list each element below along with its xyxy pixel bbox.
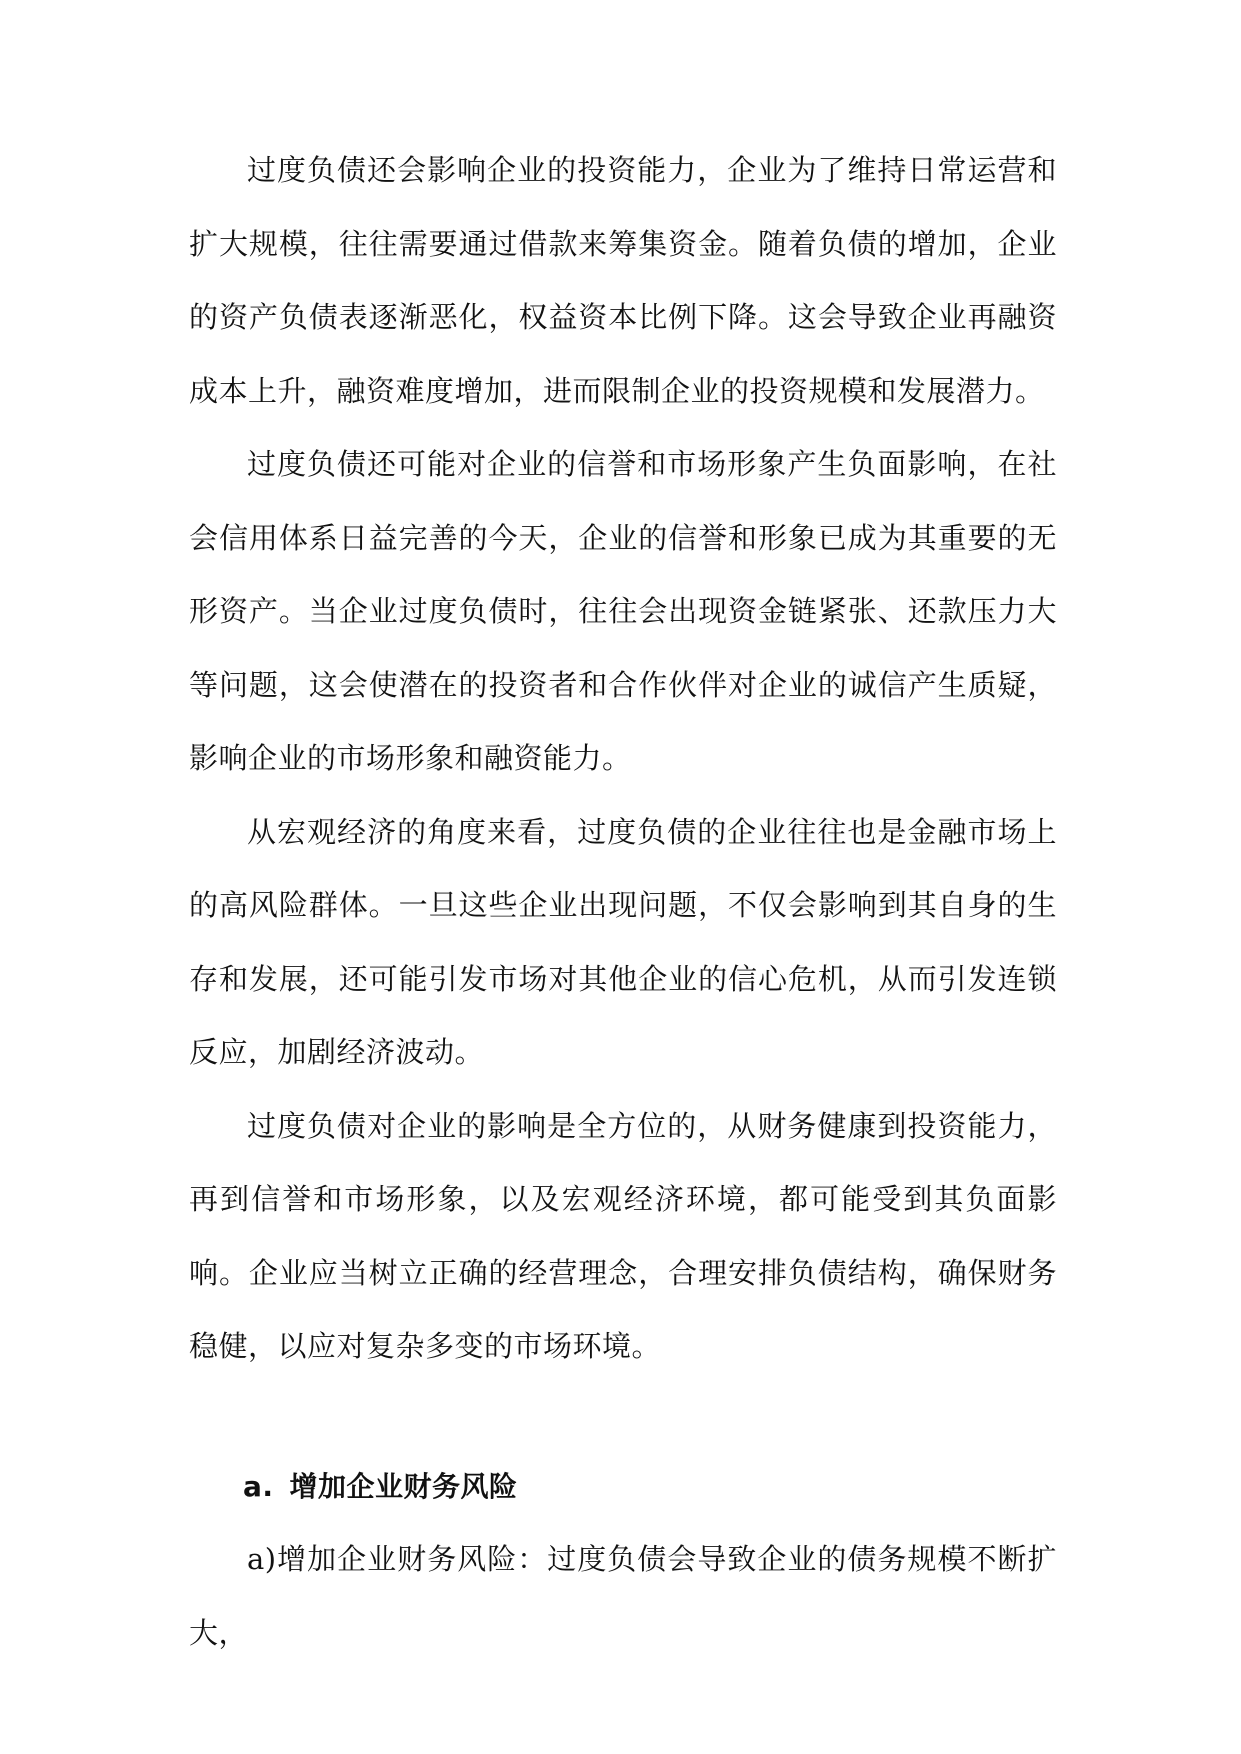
- paragraph-macroeconomic: 从宏观经济的角度来看，过度负债的企业往往也是金融市场上的高风险群体。一旦这些企业出现问题，不仅会影响到其自身的生存和发展，还可能引发市场对其他企业的信心危机，从而引发连锁反应，加剧经济波动。: [189, 814, 1057, 1069]
- paragraph-reputation-image: 过度负债还可能对企业的信誉和市场形象产生负面影响，在社会信用体系日益完善的今天，企业的信誉和形象已成为其重要的无形资产。当企业过度负债时，往往会出现资金链紧张、还款压力大等问题，这会使潜在的投资者和合作伙伴对企业的诚信产生质疑，影响企业的市场形象和融资能力。: [189, 447, 1057, 775]
- section-heading: [189, 1450, 1057, 1524]
- paragraph-overall-impact: 过度负债对企业的影响是全方位的，从财务健康到投资能力，再到信誉和市场形象，以及宏观经济环境，都可能受到其负面影响。企业应当树立正确的经营理念，合理安排负债结构，确保财务稳健，以应对复杂多变的市场环境。: [189, 1108, 1057, 1363]
- section-heading-title: 增加企业财务风险: [289, 1469, 518, 1503]
- document-body: [189, 134, 1057, 1670]
- section-heading-number: a.: [243, 1469, 274, 1503]
- paragraph-financial-risk: a)增加企业财务风险：过度负债会导致企业的债务规模不断扩大，: [189, 1542, 1057, 1650]
- paragraph-investment-ability: 过度负债还会影响企业的投资能力，企业为了维持日常运营和扩大规模，往往需要通过借款来筹集资金。随着负债的增加，企业的资产负债表逐渐恶化，权益资本比例下降。这会导致企业再融资成本上升，融资难度增加，进而限制企业的投资规模和发展潜力。: [189, 153, 1057, 408]
